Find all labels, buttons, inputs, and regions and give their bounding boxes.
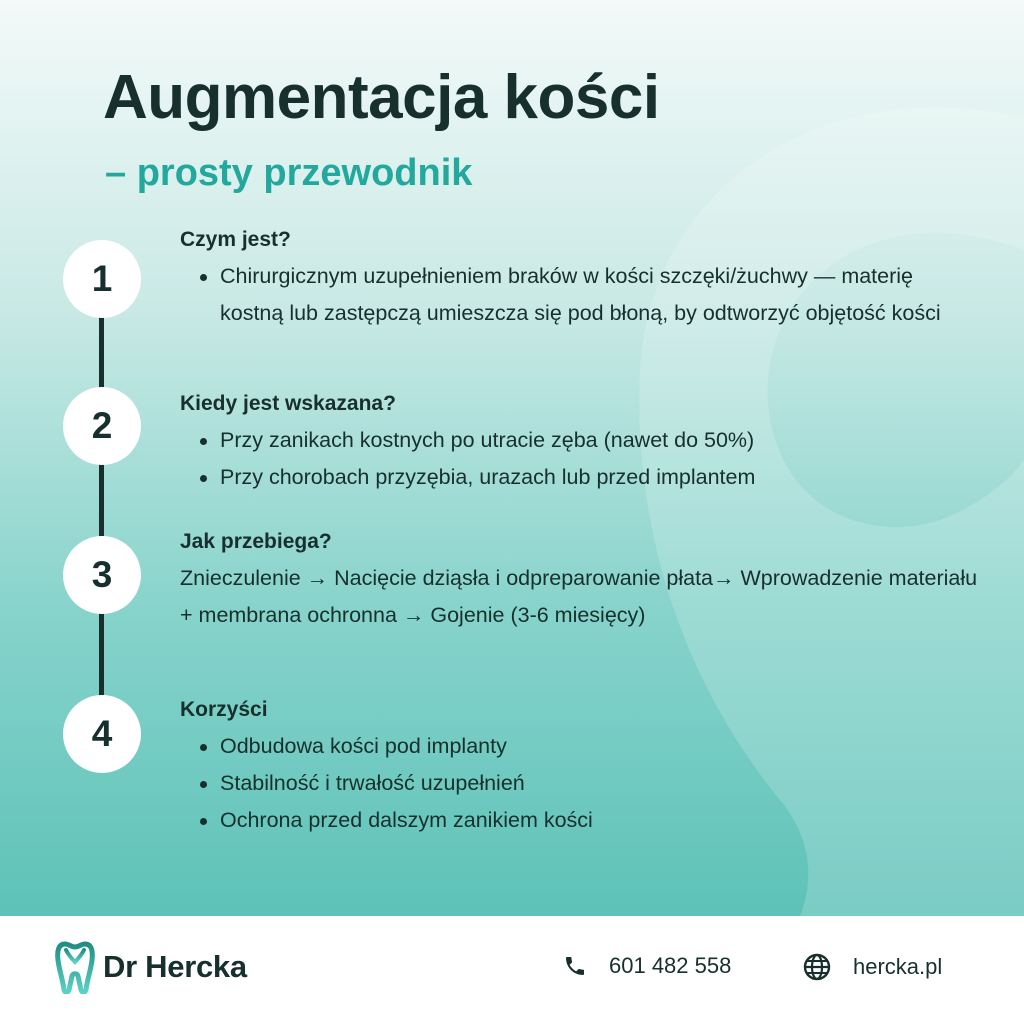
step-what-is-it	[180, 228, 980, 332]
step-heading: Czym jest?	[180, 228, 291, 251]
page-subtitle: – prosty przewodnik	[105, 152, 473, 194]
phone-contact[interactable]	[563, 953, 731, 979]
bullet-item: Ochrona przed dalszym zanikiem kości	[200, 802, 980, 839]
step-procedure	[180, 530, 980, 634]
step-number-4: 4	[63, 695, 141, 773]
step-bullet-list	[180, 728, 980, 839]
brand-name: Dr Hercka	[103, 949, 247, 984]
step-text: Znieczulenie → Nacięcie dziąsła i odpreparowanie płata→ Wprowadzenie materiału + membrana ochronna → Gojenie (3-6 miesięcy)	[180, 566, 978, 627]
bullet-item: Przy zanikach kostnych po utracie zęba (nawet do 50%)	[200, 422, 980, 459]
step-benefits	[180, 698, 980, 839]
step-heading: Kiedy jest wskazana?	[180, 392, 396, 415]
step-when-indicated	[180, 392, 980, 496]
step-bullet-list	[180, 422, 980, 496]
website-link[interactable]	[803, 953, 942, 981]
phone-number: 601 482 558	[609, 953, 732, 978]
website-url: hercka.pl	[853, 954, 943, 979]
globe-icon	[803, 953, 831, 981]
step-number-1: 1	[63, 240, 141, 318]
page-title: Augmentacja kości	[103, 63, 660, 132]
brand-logo[interactable]	[55, 940, 247, 994]
phone-icon	[563, 953, 587, 979]
step-number-3: 3	[63, 536, 141, 614]
tooth-icon	[55, 940, 95, 994]
bullet-item: Chirurgicznym uzupełnieniem braków w kości szczęki/żuchwy — materię kostną lub zastępczą umieszcza się pod błoną, by odtworzyć objętość kości	[200, 258, 980, 332]
step-bullet-list	[180, 258, 980, 332]
bullet-item: Odbudowa kości pod implanty	[200, 728, 980, 765]
step-number-2: 2	[63, 387, 141, 465]
bullet-item: Stabilność i trwałość uzupełnień	[200, 765, 980, 802]
bullet-item: Przy chorobach przyzębia, urazach lub przed implantem	[200, 459, 980, 496]
step-heading: Korzyści	[180, 698, 268, 721]
step-heading: Jak przebiega?	[180, 530, 332, 553]
timeline-line	[99, 280, 104, 735]
